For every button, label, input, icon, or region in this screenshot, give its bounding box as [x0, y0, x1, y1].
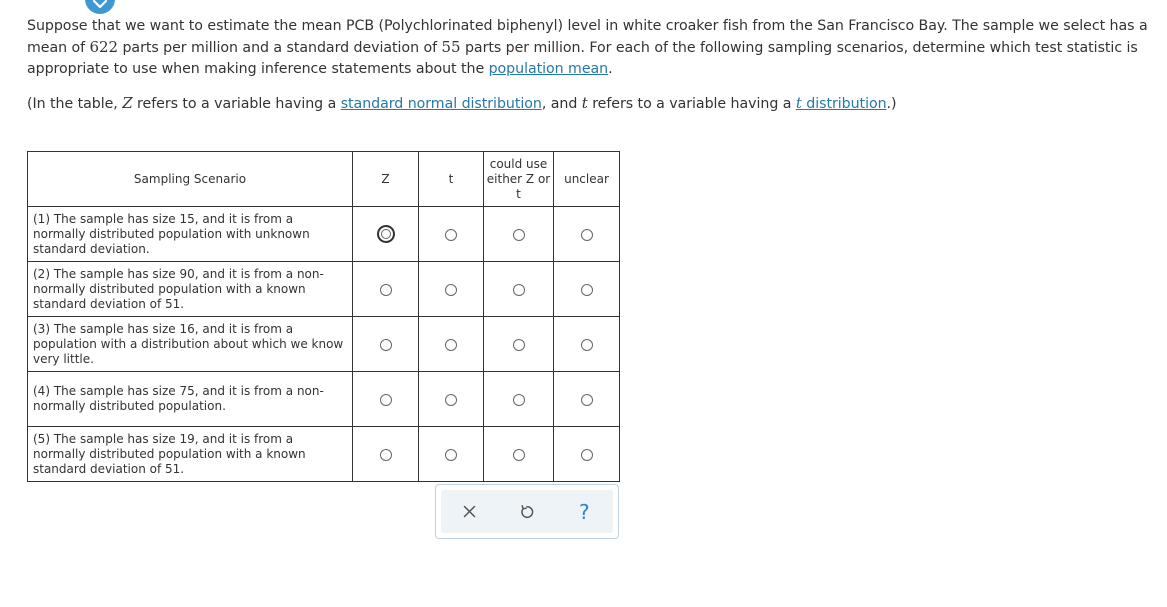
- radio-either[interactable]: [513, 449, 525, 461]
- scenario-table: [27, 151, 620, 482]
- scenario-text: (1) The sample has size 15, and it is from a normally distributed population with unknown standard deviation.: [28, 207, 353, 262]
- radio-either[interactable]: [513, 229, 525, 241]
- radio-cell: [554, 427, 620, 482]
- radio-unclear[interactable]: [581, 229, 593, 241]
- scenario-text: (5) The sample has size 19, and it is from a normally distributed population with a known standard deviation of 51.: [28, 427, 353, 482]
- help-button[interactable]: [556, 490, 613, 533]
- clear-button[interactable]: [441, 490, 498, 533]
- radio-cell: [353, 317, 419, 372]
- t-variable: t: [795, 94, 802, 112]
- radio-cell: [484, 372, 554, 427]
- collapse-chevron[interactable]: [85, 0, 115, 14]
- radio-unclear[interactable]: [581, 339, 593, 351]
- note-text: refers to a variable having a: [587, 96, 796, 112]
- table-row: [28, 317, 620, 372]
- answer-action-bar: [441, 490, 613, 533]
- header-either: could use either Z or t: [484, 152, 554, 207]
- scenario-text: (2) The sample has size 90, and it is from a non-normally distributed population with a known standard deviation of 51.: [28, 262, 353, 317]
- radio-t[interactable]: [445, 284, 457, 296]
- radio-cell: [484, 317, 554, 372]
- radio-either[interactable]: [513, 394, 525, 406]
- answer-action-box: [435, 484, 619, 539]
- radio-cell: [353, 372, 419, 427]
- table-row: [28, 262, 620, 317]
- chevron-down-icon: [93, 0, 107, 9]
- problem-statement: [27, 16, 1152, 115]
- sample-sd-value: 55: [441, 38, 461, 56]
- radio-z[interactable]: [380, 339, 392, 351]
- radio-z[interactable]: [377, 225, 395, 243]
- radio-unclear[interactable]: [581, 284, 593, 296]
- x-icon: [463, 505, 476, 518]
- radio-either[interactable]: [513, 284, 525, 296]
- radio-cell: [419, 207, 484, 262]
- radio-cell: [353, 262, 419, 317]
- table-note: [27, 93, 1152, 115]
- t-distribution-link[interactable]: [796, 96, 887, 112]
- problem-text: parts per million and a standard deviation of: [118, 40, 442, 56]
- problem-paragraph: [27, 16, 1152, 80]
- radio-cell: [554, 372, 620, 427]
- reset-button[interactable]: [498, 490, 555, 533]
- problem-text: parts per million. For each of the following sampling scenarios, determine which test statistic is appropriate to use when making inference statements about the: [27, 40, 1138, 77]
- radio-cell: [419, 372, 484, 427]
- header-z: Z: [353, 152, 419, 207]
- radio-cell: [353, 427, 419, 482]
- header-t: t: [419, 152, 484, 207]
- sample-mean-value: 622: [89, 38, 119, 56]
- link-text: distribution: [801, 96, 887, 112]
- problem-text: .: [608, 61, 613, 77]
- radio-cell: [353, 207, 419, 262]
- question-icon: ?: [579, 499, 590, 524]
- population-mean-link[interactable]: population mean: [488, 61, 609, 77]
- table-header-row: [28, 152, 620, 207]
- header-sampling-scenario: Sampling Scenario: [28, 152, 353, 207]
- table-row: [28, 207, 620, 262]
- problem-text: Suppose that we want to estimate the mean PCB (Polychlorinated biphenyl) level in white croaker fish from the San Francisco Bay. The sample we select has a mean of: [27, 18, 1148, 56]
- header-unclear: unclear: [554, 152, 620, 207]
- radio-cell: [484, 207, 554, 262]
- radio-unclear[interactable]: [581, 394, 593, 406]
- radio-t[interactable]: [445, 229, 457, 241]
- radio-t[interactable]: [445, 339, 457, 351]
- note-text: , and: [541, 96, 582, 112]
- radio-either[interactable]: [513, 339, 525, 351]
- table-row: [28, 427, 620, 482]
- note-text: .): [886, 96, 897, 112]
- radio-unclear[interactable]: [581, 449, 593, 461]
- radio-z[interactable]: [380, 284, 392, 296]
- scenario-text: (3) The sample has size 16, and it is from a population with a distribution about which we know very little.: [28, 317, 353, 372]
- radio-t[interactable]: [445, 449, 457, 461]
- radio-cell: [419, 262, 484, 317]
- radio-cell: [484, 427, 554, 482]
- scenario-text: (4) The sample has size 75, and it is from a non-normally distributed population.: [28, 372, 353, 427]
- z-variable: Z: [122, 94, 133, 112]
- radio-cell: [484, 262, 554, 317]
- undo-icon: [519, 504, 535, 520]
- note-text: refers to a variable having a: [132, 96, 341, 112]
- radio-cell: [419, 427, 484, 482]
- table-row: [28, 372, 620, 427]
- radio-cell: [554, 262, 620, 317]
- radio-t[interactable]: [445, 394, 457, 406]
- standard-normal-link[interactable]: standard normal distribution: [340, 96, 542, 112]
- t-variable: t: [581, 94, 588, 112]
- radio-cell: [554, 207, 620, 262]
- note-text: (In the table,: [27, 96, 123, 112]
- radio-cell: [419, 317, 484, 372]
- radio-z[interactable]: [380, 394, 392, 406]
- radio-cell: [554, 317, 620, 372]
- radio-z[interactable]: [380, 449, 392, 461]
